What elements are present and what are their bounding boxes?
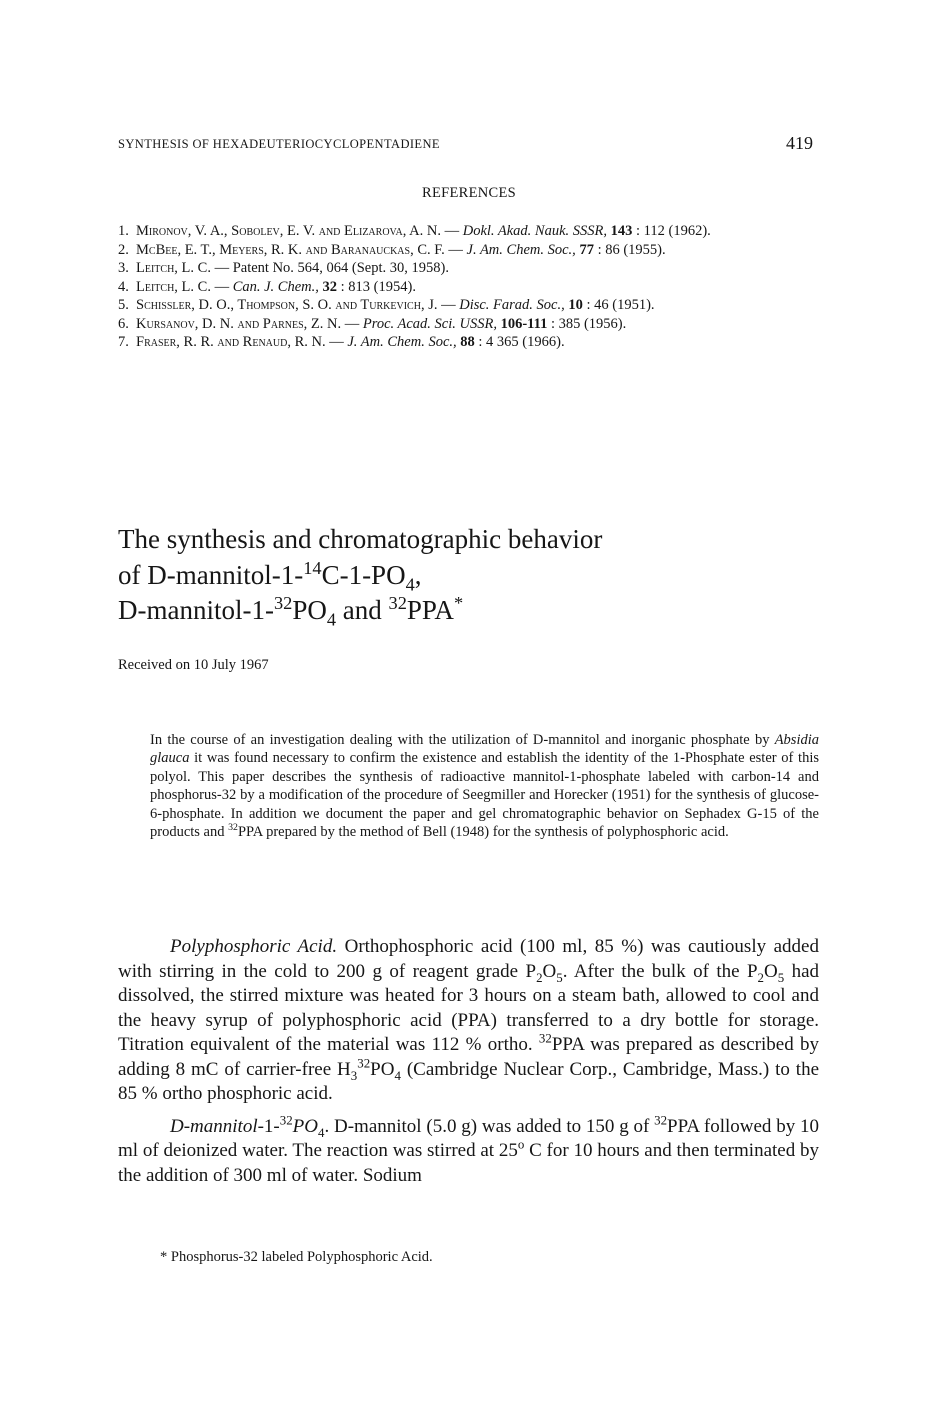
reference-authors: Leitch, L. C. [136, 260, 211, 276]
received-date: Received on 10 July 1967 [118, 657, 269, 673]
reference-list [118, 222, 818, 352]
reference-volume: 143 [610, 223, 633, 239]
reference-volume: 106-111 [500, 315, 548, 332]
reference-item [118, 315, 818, 334]
reference-number: 3. [118, 260, 129, 276]
reference-journal: J. Am. Chem. Soc., [466, 241, 576, 258]
reference-number: 4. [118, 278, 129, 295]
article-title [118, 522, 758, 629]
reference-authors: Fraser, R. R. and Renaud, R. N. [136, 334, 326, 350]
reference-item [118, 278, 818, 297]
reference-number: 1. [118, 223, 129, 239]
running-title: SYNTHESIS OF HEXADEUTERIOCYCLOPENTADIENE [118, 137, 440, 151]
abstract: In the course of an investigation dealing with the utilization of D-mannitol and inorganic phosphate by Absidia glauca it was found necessary to confirm the existence and establish the identity of the 1-Phosphate ester of this polyol. This paper describes the synthesis of radioactive mannitol-1-phosphate labeled with carbon-14 and phosphorus-32 by a modification of the procedure of Seegmiller and Horecker (1951) for the synthesis of glucose-6-phosphate. In addition we document the paper and gel chromatographic behavior on Sephadex G-15 of the products and $^{32}$PPA prepared by the method of Bell (1948) for the synthesis of polyphosphoric acid. [150, 732, 819, 841]
section-heading: $D-mannitol-1-^{32}PO_4$. [170, 1112, 330, 1140]
reference-item [118, 222, 818, 241]
reference-volume: 77 [579, 241, 594, 258]
section-heading: Polyphosphoric Acid. [170, 936, 338, 957]
page-number: 419 [786, 133, 813, 153]
reference-authors: Schissler, D. O., Thompson, S. O. and Turkevich, J. [136, 297, 438, 313]
reference-number: 5. [118, 297, 129, 313]
references-heading: REFERENCES [421, 185, 517, 201]
reference-volume: 10 [568, 297, 583, 313]
organism-name: Absidia glauca [150, 732, 819, 767]
reference-authors: McBee, E. T., Meyers, R. K. and Baranauckas, C. F. [136, 241, 445, 258]
reference-text: Leitch, L. C. — Patent No. 564, 064 (Sept. 30, 1958). [136, 260, 449, 276]
reference-text: Leitch, L. C. — Can. J. Chem., 32 : 813 (1954). [136, 278, 416, 295]
reference-text: Schissler, D. O., Thompson, S. O. and Turkevich, J. — Disc. Farad. Soc., 10 : 46 (1951). [136, 297, 655, 313]
reference-number: 6. [118, 315, 129, 332]
reference-journal: Dokl. Akad. Nauk. SSSR, [462, 223, 608, 239]
reference-item [118, 296, 818, 315]
reference-text: Fraser, R. R. and Renaud, R. N. — J. Am. Chem. Soc., 88 : 4 365 (1966). [136, 334, 565, 350]
footnote: * Phosphorus-32 labeled Polyphosphoric Acid. [160, 1249, 433, 1265]
title-line-2: of $D-mannitol-1-^{14}C-1-PO_4$, [118, 557, 422, 594]
reference-item [118, 259, 818, 278]
reference-number: 2. [118, 241, 129, 258]
reference-item [118, 333, 818, 352]
reference-text: Mironov, V. A., Sobolev, E. V. and Elizarova, A. N. — Dokl. Akad. Nauk. SSSR, 143 : 112 (1962). [136, 223, 711, 239]
reference-authors: Mironov, V. A., Sobolev, E. V. and Elizarova, A. N. [136, 223, 441, 239]
reference-journal: Disc. Farad. Soc., [459, 297, 565, 313]
reference-number: 7. [118, 334, 129, 350]
title-line-3: $D-mannitol-1-^{32}PO_4$ and $^{32}$PPA* [118, 593, 464, 630]
reference-text: McBee, E. T., Meyers, R. K. and Baranauckas, C. F. — J. Am. Chem. Soc., 77 : 86 (1955). [136, 241, 666, 258]
reference-authors: Kursanov, D. N. and Parnes, Z. N. [136, 315, 342, 332]
reference-volume: 32 [322, 278, 338, 295]
reference-text: Kursanov, D. N. and Parnes, Z. N. — Proc. Acad. Sci. USSR, 106-111 : 385 (1956). [136, 315, 627, 332]
reference-volume: 88 [460, 334, 475, 350]
title-line-1: The synthesis and chromatographic behavior [118, 524, 603, 554]
body-text [118, 935, 819, 1188]
paragraph-polyphosphoric-acid: Polyphosphoric Acid. Orthophosphoric acid (100 ml, 85 %) was cautiously added with stirring in the cold to 200 g of reagent grade $P_2O_5$. After the bulk of the $P_2O_5$ had dissolved, the stirred mixture was heated for 3 hours on a steam bath, allowed to cool and the heavy syrup of polyphosphoric acid (PPA) transferred to a dry bottle for storage. Titration equivalent of the material was 112 % ortho. $^{32}$PPA was prepared as described by adding 8 mC of carrier-free $H_3^{32}PO_4$ (Cambridge Nuclear Corp., Cambridge, Mass.) to the 85 % ortho phosphoric acid. [118, 936, 820, 1104]
reference-journal: Can. J. Chem., [232, 278, 319, 295]
paragraph-d-mannitol: $D-mannitol-1-^{32}PO_4$. D-mannitol (5.0 g) was added to 150 g of $^{32}$PPA followed by 10 ml of deionized water. The reaction was stirred at 25$^o$ C for 10 hours and then terminated by the addition of 300 ml of water. Sodium [118, 1112, 819, 1186]
reference-item [118, 241, 818, 260]
reference-authors: Leitch, L. C. [136, 278, 211, 295]
reference-journal: J. Am. Chem. Soc., [347, 334, 457, 350]
reference-journal: Proc. Acad. Sci. USSR, [362, 315, 497, 332]
